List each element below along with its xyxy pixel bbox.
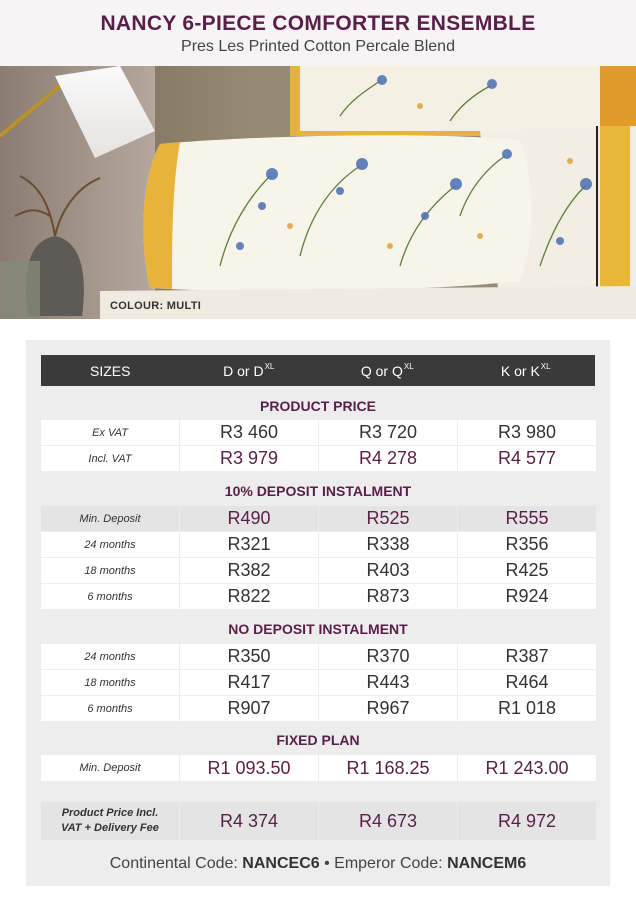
deposit-row-18-months [41,558,595,583]
size-column-double: D or D $^{XL}$ [223,362,275,379]
total-label: Product Price Incl. VAT + Delivery Fee [41,802,179,840]
continental-code-label: Continental Code: [109,855,238,872]
row-label: 24 months [41,644,179,669]
product-photo [0,66,636,319]
price-cell: R1 168.25 [319,755,457,781]
no-deposit-row-6-months [41,696,595,721]
row-label: Incl. VAT [41,446,179,471]
price-cell: R403 [319,558,457,583]
product-price-heading: PRODUCT PRICE [260,398,376,414]
price-cell: R1 093.50 [180,755,318,781]
product-title: NANCY 6-PIECE COMFORTER ENSEMBLE [100,12,536,35]
price-cell: R3 979 [180,446,318,471]
price-cell: R338 [319,532,457,557]
price-cell: R3 980 [458,420,596,445]
price-panel [26,340,610,886]
row-label: 6 months [41,696,179,721]
no-deposit-row-24-months [41,644,595,669]
emperor-code-label: Emperor Code: [334,855,443,872]
price-cell: R370 [319,644,457,669]
total-price-row [41,802,595,840]
no-deposit-row-18-months [41,670,595,695]
deposit-row-6-months [41,584,595,609]
price-cell: R356 [458,532,596,557]
price-cell: R425 [458,558,596,583]
price-cell: R464 [458,670,596,695]
deposit-row-24-months [41,532,595,557]
price-cell: R1 243.00 [458,755,596,781]
price-cell: R350 [180,644,318,669]
price-cell: R321 [180,532,318,557]
fixed-plan-heading: FIXED PLAN [276,732,360,748]
price-row-ex-vat [41,420,595,445]
header [0,0,636,66]
size-column-king: K or K $^{XL}$ [500,362,551,379]
price-cell: R443 [319,670,457,695]
sizes-label: SIZES [90,362,131,379]
price-cell: R967 [319,696,457,721]
price-cell: R873 [319,584,457,609]
price-cell: R387 [458,644,596,669]
price-cell: R555 [458,506,596,531]
price-cell: R417 [180,670,318,695]
row-label: Min. Deposit [41,506,179,531]
row-label: Min. Deposit [41,755,179,781]
total-cell: R4 972 [458,802,596,840]
emperor-code: NANCEM6 [447,855,527,872]
code-separator: • [324,855,330,872]
price-cell: R3 460 [180,420,318,445]
size-column-queen: Q or Q $^{XL}$ [360,362,414,379]
price-cell: R924 [458,584,596,609]
price-row-incl-vat [41,446,595,471]
row-label: 18 months [41,670,179,695]
continental-code: NANCEC6 [242,855,320,872]
product-subtitle: Pres Les Printed Cotton Percale Blend [181,38,455,55]
price-cell: R490 [180,506,318,531]
price-cell: R822 [180,584,318,609]
bedding-illustration [0,66,636,319]
row-label: 24 months [41,532,179,557]
price-cell: R907 [180,696,318,721]
price-cell: R525 [319,506,457,531]
deposit-instalment-heading: 10% DEPOSIT INSTALMENT [224,483,412,499]
price-cell: R4 278 [319,446,457,471]
total-cell: R4 673 [319,802,457,840]
colour-caption: COLOUR: MULTI [110,300,202,312]
no-deposit-instalment-heading: NO DEPOSIT INSTALMENT [228,621,408,637]
row-label: Ex VAT [41,420,179,445]
row-label: 6 months [41,584,179,609]
deposit-row-min-deposit [41,506,595,531]
row-label: 18 months [41,558,179,583]
total-cell: R4 374 [180,802,318,840]
price-cell: R1 018 [458,696,596,721]
sizes-header-row [41,355,595,386]
price-cell: R4 577 [458,446,596,471]
price-cell: R382 [180,558,318,583]
price-cell: R3 720 [319,420,457,445]
fixed-plan-row-min-deposit [41,755,595,781]
product-codes [26,855,610,873]
